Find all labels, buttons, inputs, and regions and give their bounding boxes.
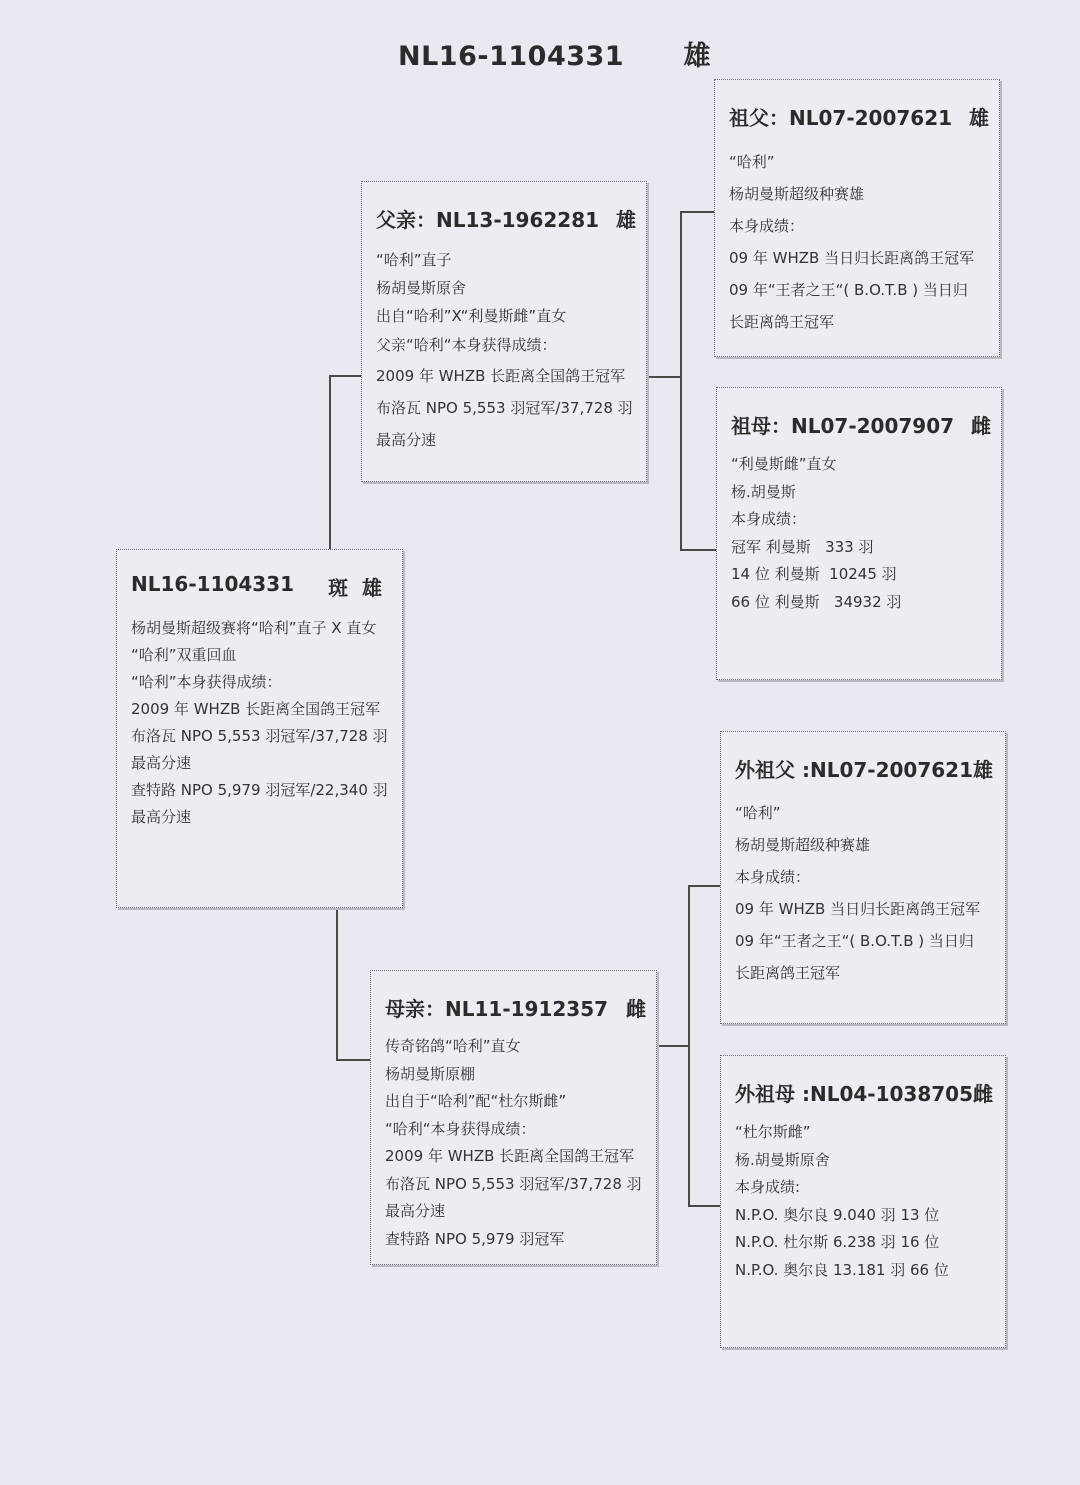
mother-header bbox=[385, 993, 646, 1022]
connector-maternal-grandmother-h bbox=[688, 1205, 720, 1207]
father-line: 2009 年 WHZB 长距离全国鸽王冠军 bbox=[376, 367, 626, 385]
connector-subject-father-h bbox=[329, 375, 361, 377]
paternal-grandfather-line: 长距离鸽王冠军 bbox=[729, 313, 835, 331]
maternal-grandfather-line: 杨胡曼斯超级种赛雄 bbox=[735, 836, 871, 854]
mother-card bbox=[370, 970, 657, 1265]
maternal-grandmother-details bbox=[735, 1119, 999, 1284]
maternal-grandmother-label: 外祖母 :NL04-1038705 bbox=[735, 1082, 973, 1106]
subject-line: 最高分速 bbox=[131, 754, 192, 772]
paternal-grandmother-line: 14 位 利曼斯 10245 羽 bbox=[731, 565, 897, 583]
maternal-grandfather-line: 长距离鸽王冠军 bbox=[735, 964, 841, 982]
paternal-grandmother-line: 66 位 利曼斯 34932 羽 bbox=[731, 592, 902, 611]
subject-line: 布洛瓦 NPO 5,553 羽冠军/37,728 羽 bbox=[131, 727, 388, 745]
paternal-grandmother-line: 冠军 利曼斯 333 羽 bbox=[731, 537, 874, 556]
connector-mother-grandparents-v bbox=[688, 885, 690, 1206]
maternal-grandfather-details bbox=[735, 797, 999, 989]
mother-line: 查特路 NPO 5,979 羽冠军 bbox=[385, 1229, 565, 1248]
subject-line: 查特路 NPO 5,979 羽冠军/22,340 羽 bbox=[131, 781, 388, 799]
connector-maternal-grandfather-h bbox=[688, 885, 720, 887]
father-card bbox=[361, 181, 647, 482]
father-line: 父亲“哈利“本身获得成绩： bbox=[376, 336, 557, 354]
maternal-grandmother-sex: 雌 bbox=[973, 1082, 993, 1106]
connector-subject-father-v bbox=[329, 375, 331, 550]
mother-line: 传奇铭鸽“哈利”直女 bbox=[385, 1037, 521, 1055]
maternal-grandfather-line: 09 年 WHZB 当日归长距离鸽王冠军 bbox=[735, 900, 981, 918]
father-header bbox=[376, 204, 636, 233]
paternal-grandmother-details bbox=[731, 451, 995, 616]
father-line: 出自“哈利”X“利曼斯雌”直女 bbox=[376, 307, 567, 325]
paternal-grandfather-label: 祖父：NL07-2007621 bbox=[729, 106, 953, 130]
subject-ring: NL16-1104331 bbox=[131, 572, 295, 596]
maternal-grandfather-card bbox=[720, 731, 1006, 1024]
maternal-grandfather-label: 外祖父 :NL07-2007621 bbox=[735, 758, 973, 782]
paternal-grandfather-card bbox=[714, 79, 1000, 357]
title-sex: 雄 bbox=[683, 41, 711, 72]
paternal-grandmother-label: 祖母：NL07-2007907 bbox=[731, 414, 955, 438]
father-details bbox=[376, 246, 640, 456]
paternal-grandmother-sex: 雌 bbox=[971, 414, 991, 438]
maternal-grandfather-line: 本身成绩： bbox=[735, 868, 811, 886]
father-label: 父亲：NL13-1962281 bbox=[376, 208, 600, 232]
paternal-grandmother-line: “利曼斯雌”直女 bbox=[731, 455, 837, 473]
paternal-grandfather-details bbox=[729, 146, 993, 338]
father-line: “哈利”直子 bbox=[376, 251, 452, 269]
subject-details bbox=[131, 615, 392, 831]
maternal-grandfather-line: 09 年“王者之王“( B.O.T.B ) 当日归 bbox=[735, 932, 974, 950]
subject-line: “哈利”本身获得成绩： bbox=[131, 673, 282, 691]
subject-sex: 斑 雄 bbox=[328, 576, 382, 600]
connector-mother-stub bbox=[657, 1045, 689, 1047]
subject-line: 2009 年 WHZB 长距离全国鸽王冠军 bbox=[131, 700, 381, 718]
connector-paternal-grandfather-h bbox=[680, 211, 714, 213]
mother-line: “哈利“本身获得成绩： bbox=[385, 1119, 536, 1138]
mother-label: 母亲：NL11-1912357 bbox=[385, 997, 609, 1021]
paternal-grandfather-line: 09 年“王者之王“( B.O.T.B ) 当日归 bbox=[729, 281, 968, 299]
mother-line: 最高分速 bbox=[385, 1202, 446, 1220]
paternal-grandfather-line: 09 年 WHZB 当日归长距离鸽王冠军 bbox=[729, 249, 975, 267]
paternal-grandmother-card bbox=[716, 387, 1002, 680]
mother-line: 杨胡曼斯原棚 bbox=[385, 1064, 476, 1083]
maternal-grandmother-line: 本身成绩: bbox=[735, 1178, 801, 1196]
page-title bbox=[398, 34, 711, 73]
mother-line: 布洛瓦 NPO 5,553 羽冠军/37,728 羽 bbox=[385, 1174, 642, 1193]
maternal-grandfather-sex: 雄 bbox=[973, 758, 993, 782]
paternal-grandmother-line: 本身成绩： bbox=[731, 510, 807, 528]
maternal-grandmother-line: N.P.O. 杜尔斯 6.238 羽 16 位 bbox=[735, 1233, 940, 1251]
paternal-grandmother-line: 杨.胡曼斯 bbox=[731, 482, 796, 501]
mother-sex: 雌 bbox=[626, 997, 646, 1021]
paternal-grandfather-line: 本身成绩： bbox=[729, 217, 805, 235]
subject-header bbox=[131, 572, 382, 601]
maternal-grandmother-line: N.P.O. 奥尔良 13.181 羽 66 位 bbox=[735, 1260, 949, 1279]
connector-subject-mother-h bbox=[336, 1059, 370, 1061]
subject-card bbox=[116, 549, 403, 908]
subject-line: “哈利”双重回血 bbox=[131, 646, 237, 664]
paternal-grandfather-line: 杨胡曼斯超级种赛雄 bbox=[729, 185, 865, 203]
paternal-grandfather-header bbox=[729, 102, 989, 131]
mother-line: 出自于“哈利”配“杜尔斯雌” bbox=[385, 1092, 567, 1110]
maternal-grandmother-card bbox=[720, 1055, 1006, 1348]
paternal-grandfather-line: “哈利” bbox=[729, 153, 775, 171]
paternal-grandmother-header bbox=[731, 410, 991, 439]
connector-paternal-grandmother-h bbox=[680, 549, 716, 551]
subject-line: 杨胡曼斯超级赛将“哈利”直子 X 直女 bbox=[131, 619, 377, 637]
paternal-grandfather-sex: 雄 bbox=[969, 106, 989, 130]
maternal-grandmother-line: N.P.O. 奥尔良 9.040 羽 13 位 bbox=[735, 1205, 940, 1224]
maternal-grandmother-header bbox=[735, 1078, 993, 1107]
father-line: 布洛瓦 NPO 5,553 羽冠军/37,728 羽 bbox=[376, 399, 633, 417]
maternal-grandfather-header bbox=[735, 754, 993, 783]
father-line: 最高分速 bbox=[376, 431, 437, 449]
mother-details bbox=[385, 1033, 650, 1253]
connector-father-stub bbox=[647, 376, 681, 378]
connector-subject-mother-v bbox=[336, 908, 338, 1060]
maternal-grandmother-line: 杨.胡曼斯原舍 bbox=[735, 1150, 830, 1169]
connector-father-grandparents-v bbox=[680, 211, 682, 550]
maternal-grandmother-line: “杜尔斯雌” bbox=[735, 1123, 811, 1141]
father-line: 杨胡曼斯原舍 bbox=[376, 279, 467, 297]
mother-line: 2009 年 WHZB 长距离全国鸽王冠军 bbox=[385, 1147, 635, 1165]
father-sex: 雄 bbox=[616, 208, 636, 232]
title-ring: NL16-1104331 bbox=[398, 41, 625, 72]
subject-line: 最高分速 bbox=[131, 808, 192, 826]
maternal-grandfather-line: “哈利” bbox=[735, 804, 781, 822]
